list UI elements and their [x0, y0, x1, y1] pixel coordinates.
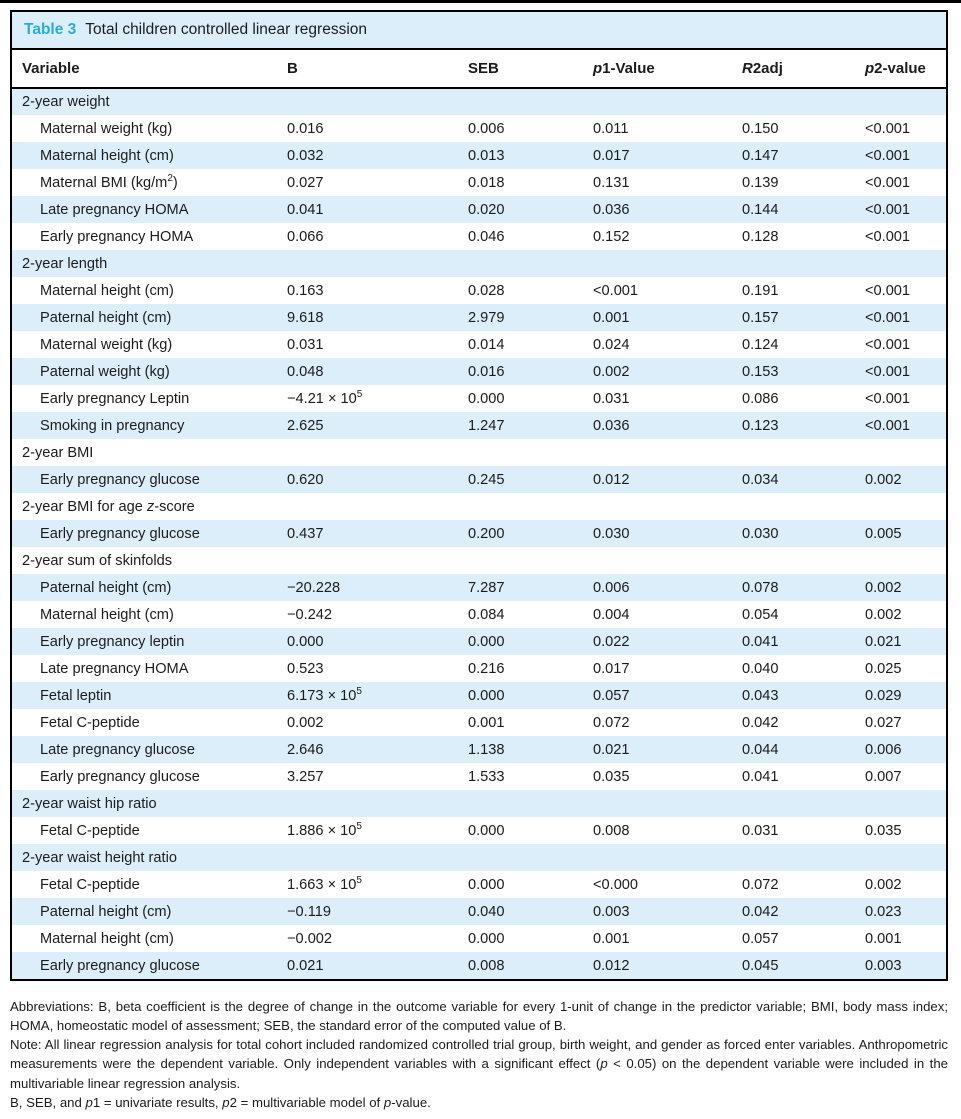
- table-row: [12, 736, 946, 763]
- cell-variable: Early pregnancy glucose: [40, 525, 200, 542]
- column-header-p1-value: p1-Value: [593, 50, 742, 88]
- table-row: [12, 358, 946, 385]
- section-row: [12, 439, 946, 466]
- cell-b: 0.002: [287, 714, 324, 731]
- section-row: [12, 844, 946, 871]
- cell-variable: Paternal weight (kg): [40, 363, 170, 380]
- cell-p1: 0.011: [593, 120, 629, 137]
- cell-p1: 0.030: [593, 525, 630, 542]
- cell-seb: 0.046: [468, 228, 505, 245]
- section-row: [12, 493, 946, 520]
- cell-r2: 0.128: [742, 228, 779, 245]
- cell-p1: 0.008: [593, 822, 630, 839]
- cell-seb: 0.008: [468, 957, 505, 974]
- cell-variable: Fetal C-peptide: [40, 714, 140, 731]
- cell-b: 0.031: [287, 336, 324, 353]
- cell-p2: <0.001: [865, 309, 911, 326]
- cell-b: 2.625: [287, 417, 324, 434]
- cell-variable: Early pregnancy Leptin: [40, 390, 190, 407]
- table-row: [12, 763, 946, 790]
- table-number-label: Table 3: [24, 21, 77, 38]
- table-header-row: [12, 50, 946, 88]
- cell-p2: 0.029: [865, 687, 902, 704]
- cell-p1: <0.001: [593, 282, 639, 299]
- cell-p2: <0.001: [865, 174, 911, 191]
- cell-p1: 0.003: [593, 903, 630, 920]
- table-row: [12, 574, 946, 601]
- cell-p2: <0.001: [865, 390, 911, 407]
- table-row: [12, 601, 946, 628]
- cell-b: 0.000: [287, 633, 324, 650]
- cell-p1: <0.000: [593, 876, 639, 893]
- cell-p1: 0.131: [593, 174, 630, 191]
- cell-b: $6.173 \times 10^5$: [287, 685, 362, 704]
- footnote-1: Abbreviations: B, beta coefficient is the degree of change in the outcome variable for every 1-unit of change in the predictor variable; BMI, body mass index; HOMA, homeostatic model of assessment; SEB, the standard error of the computed value of B.: [10, 999, 948, 1034]
- section-label: 2-year weight: [22, 94, 110, 110]
- cell-p2: <0.001: [865, 363, 911, 380]
- cell-b: 0.032: [287, 147, 324, 164]
- cell-r2: 0.147: [742, 147, 779, 164]
- cell-seb: 0.000: [468, 876, 505, 893]
- footnote-3: B, SEB, and p1 = univariate results, p2 = multivariable model of p-value.: [10, 1094, 431, 1110]
- cell-b: 0.163: [287, 282, 324, 299]
- cell-variable: Fetal leptin: [40, 687, 112, 704]
- table-3-frame: [10, 10, 948, 981]
- cell-p2: 0.027: [865, 714, 902, 731]
- cell-seb: 1.138: [468, 741, 505, 758]
- table-row: [12, 223, 946, 250]
- cell-p1: 0.021: [593, 741, 630, 758]
- table-row: [12, 331, 946, 358]
- cell-b: 0.041: [287, 201, 324, 218]
- cell-r2: 0.150: [742, 120, 779, 137]
- cell-p1: 0.012: [593, 957, 630, 974]
- cell-p2: 0.002: [865, 606, 902, 623]
- cell-r2: 0.144: [742, 201, 779, 218]
- table-row: [12, 385, 946, 412]
- cell-variable: Early pregnancy glucose: [40, 768, 200, 785]
- cell-b: 0.523: [287, 660, 324, 677]
- cell-p2: 0.023: [865, 903, 902, 920]
- cell-p2: <0.001: [865, 147, 911, 164]
- cell-seb: 1.533: [468, 768, 505, 785]
- table-row: [12, 709, 946, 736]
- cell-r2: 0.078: [742, 579, 779, 596]
- cell-p1: 0.001: [593, 309, 630, 326]
- cell-r2: 0.157: [742, 309, 779, 326]
- section-label: 2-year sum of skinfolds: [22, 552, 173, 569]
- cell-p2: 0.002: [865, 579, 902, 596]
- table-row: [12, 682, 946, 709]
- cell-p2: <0.001: [865, 201, 911, 218]
- cell-r2: 0.044: [742, 741, 779, 758]
- cell-r2: 0.153: [742, 363, 779, 380]
- cell-seb: 0.013: [468, 147, 505, 164]
- cell-p1: 0.002: [593, 363, 630, 380]
- cell-seb: 1.247: [468, 417, 505, 434]
- cell-b: −0.242: [287, 606, 333, 623]
- table-row: [12, 304, 946, 331]
- cell-b: −0.002: [287, 930, 333, 947]
- cell-variable: Maternal height (cm): [40, 930, 174, 947]
- cell-r2: 0.072: [742, 876, 779, 893]
- section-row: [12, 790, 946, 817]
- cell-b: $-4.21 \times 10^5$: [287, 388, 363, 407]
- cell-p2: 0.001: [865, 930, 902, 947]
- footnotes: [10, 997, 948, 1112]
- column-header-variable: Variable: [12, 50, 287, 88]
- section-row: [12, 88, 946, 115]
- cell-r2: 0.139: [742, 174, 779, 191]
- cell-r2: 0.040: [742, 660, 779, 677]
- cell-variable: Maternal height (cm): [40, 282, 174, 299]
- column-header-r2adj: R2adj: [742, 50, 865, 88]
- cell-p2: 0.002: [865, 876, 902, 893]
- table-row: [12, 925, 946, 952]
- column-header-seb: SEB: [468, 50, 593, 88]
- table-row: [12, 412, 946, 439]
- cell-r2: 0.124: [742, 336, 779, 353]
- cell-variable: Early pregnancy leptin: [40, 633, 185, 650]
- cell-variable: Early pregnancy HOMA: [40, 228, 194, 245]
- footnote-2: Note: All linear regression analysis for total cohort included randomized controlled trial group, birth weight, and gender as forced enter variables. Anthropometric measurements were the dependent variable. Only independent variables with a significant effect (p < 0.05) on the dependent variable were included in the multivariable linear regression analysis.: [10, 1037, 948, 1091]
- cell-p2: 0.003: [865, 957, 902, 974]
- cell-r2: 0.034: [742, 471, 779, 488]
- cell-p1: 0.152: [593, 228, 630, 245]
- cell-p1: 0.022: [593, 633, 630, 650]
- table-caption: Total children controlled linear regression: [85, 21, 367, 38]
- cell-p1: 0.017: [593, 147, 630, 164]
- cell-r2: 0.041: [742, 768, 779, 785]
- cell-p1: 0.006: [593, 579, 630, 596]
- cell-variable: Late pregnancy HOMA: [40, 660, 189, 677]
- cell-p1: 0.036: [593, 201, 630, 218]
- cell-seb: 0.028: [468, 282, 505, 299]
- cell-r2: 0.043: [742, 687, 779, 704]
- cell-variable: Paternal height (cm): [40, 309, 172, 326]
- cell-b: 9.618: [287, 309, 324, 326]
- cell-seb: 0.001: [468, 714, 505, 731]
- section-label: 2-year waist hip ratio: [22, 795, 157, 812]
- cell-b: 0.016: [287, 120, 324, 137]
- column-header-b: B: [287, 50, 468, 88]
- table-row: [12, 196, 946, 223]
- cell-b: 3.257: [287, 768, 324, 785]
- table-row: [12, 898, 946, 925]
- cell-variable: Maternal BMI $(kg/m^2)$: [40, 172, 178, 191]
- cell-variable: Early pregnancy glucose: [40, 471, 200, 488]
- cell-p2: 0.007: [865, 768, 902, 785]
- cell-b: $1.663 \times 10^5$: [287, 874, 362, 893]
- cell-variable: Maternal height (cm): [40, 606, 174, 623]
- cell-p2: <0.001: [865, 282, 911, 299]
- cell-p2: <0.001: [865, 417, 911, 434]
- cell-seb: 0.020: [468, 201, 505, 218]
- cell-p1: 0.031: [593, 390, 630, 407]
- cell-p2: 0.002: [865, 471, 902, 488]
- cell-b: 0.027: [287, 174, 324, 191]
- cell-p1: 0.001: [593, 930, 630, 947]
- cell-seb: 0.000: [468, 633, 505, 650]
- cell-variable: Fetal C-peptide: [40, 876, 140, 893]
- cell-p1: 0.035: [593, 768, 630, 785]
- cell-r2: 0.057: [742, 930, 779, 947]
- table-body: [12, 88, 946, 979]
- cell-seb: 7.287: [468, 579, 505, 596]
- cell-variable: Maternal height (cm): [40, 147, 174, 164]
- cell-seb: 0.000: [468, 930, 505, 947]
- cell-r2: 0.030: [742, 525, 779, 542]
- cell-variable: Late pregnancy HOMA: [40, 201, 189, 218]
- cell-r2: 0.054: [742, 606, 779, 623]
- cell-b: 0.048: [287, 363, 324, 380]
- cell-r2: 0.191: [742, 282, 779, 299]
- cell-p1: 0.017: [593, 660, 630, 677]
- cell-variable: Paternal height (cm): [40, 903, 172, 920]
- table-header: [12, 50, 946, 88]
- cell-variable: Fetal C-peptide: [40, 822, 140, 839]
- cell-seb: 0.000: [468, 390, 505, 407]
- cell-p1: 0.004: [593, 606, 630, 623]
- cell-p1: 0.012: [593, 471, 630, 488]
- cell-seb: 0.245: [468, 471, 505, 488]
- section-label: 2-year BMI: [22, 444, 94, 461]
- table-row: [12, 817, 946, 844]
- cell-b: −20.228: [287, 579, 341, 596]
- section-label: 2-year waist height ratio: [22, 849, 177, 866]
- section-label: 2-year BMI for age z-score: [22, 498, 195, 515]
- cell-seb: 0.016: [468, 363, 505, 380]
- cell-p1: 0.057: [593, 687, 630, 704]
- cell-seb: 0.000: [468, 687, 505, 704]
- cell-variable: Maternal weight (kg): [40, 336, 173, 353]
- cell-seb: 2.979: [468, 309, 505, 326]
- cell-r2: 0.123: [742, 417, 779, 434]
- section-row: [12, 250, 946, 277]
- cell-variable: Smoking in pregnancy: [40, 417, 185, 434]
- cell-p2: <0.001: [865, 336, 911, 353]
- cell-seb: 0.006: [468, 120, 505, 137]
- cell-r2: 0.042: [742, 903, 779, 920]
- table-row: [12, 115, 946, 142]
- cell-variable: Early pregnancy glucose: [40, 957, 200, 974]
- cell-variable: Paternal height (cm): [40, 579, 172, 596]
- cell-p2: 0.005: [865, 525, 902, 542]
- cell-b: $1.886 \times 10^5$: [287, 820, 362, 839]
- table-row: [12, 871, 946, 898]
- cell-seb: 0.000: [468, 822, 505, 839]
- cell-seb: 0.014: [468, 336, 505, 353]
- cell-r2: 0.045: [742, 957, 779, 974]
- section-row: [12, 547, 946, 574]
- cell-p2: 0.006: [865, 741, 902, 758]
- cell-variable: Maternal weight (kg): [40, 120, 173, 137]
- cell-p2: 0.021: [865, 633, 902, 650]
- table-row: [12, 277, 946, 304]
- cell-p2: 0.025: [865, 660, 902, 677]
- cell-r2: 0.031: [742, 822, 779, 839]
- column-header-p2-value: p2-value: [865, 50, 946, 88]
- cell-seb: 0.018: [468, 174, 505, 191]
- regression-table: [12, 50, 946, 979]
- cell-b: 0.021: [287, 957, 324, 974]
- table-row: [12, 169, 946, 196]
- cell-b: 2.646: [287, 741, 324, 758]
- page-top-rule: [0, 0, 961, 3]
- cell-seb: 0.216: [468, 660, 505, 677]
- cell-r2: 0.041: [742, 633, 779, 650]
- cell-p2: <0.001: [865, 120, 911, 137]
- cell-r2: 0.042: [742, 714, 779, 731]
- cell-p1: 0.036: [593, 417, 630, 434]
- table-title: [12, 12, 946, 50]
- cell-p2: <0.001: [865, 228, 911, 245]
- table-row: [12, 952, 946, 979]
- cell-b: 0.620: [287, 471, 324, 488]
- cell-r2: 0.086: [742, 390, 779, 407]
- cell-seb: 0.084: [468, 606, 505, 623]
- cell-seb: 0.200: [468, 525, 505, 542]
- cell-seb: 0.040: [468, 903, 505, 920]
- table-row: [12, 520, 946, 547]
- cell-b: 0.437: [287, 525, 324, 542]
- table-row: [12, 655, 946, 682]
- table-row: [12, 142, 946, 169]
- cell-p1: 0.072: [593, 714, 630, 731]
- cell-b: −0.119: [287, 903, 331, 920]
- table-row: [12, 466, 946, 493]
- cell-p1: 0.024: [593, 336, 630, 353]
- section-label: 2-year length: [22, 255, 108, 272]
- cell-b: 0.066: [287, 228, 324, 245]
- cell-variable: Late pregnancy glucose: [40, 741, 195, 758]
- cell-p2: 0.035: [865, 822, 902, 839]
- table-row: [12, 628, 946, 655]
